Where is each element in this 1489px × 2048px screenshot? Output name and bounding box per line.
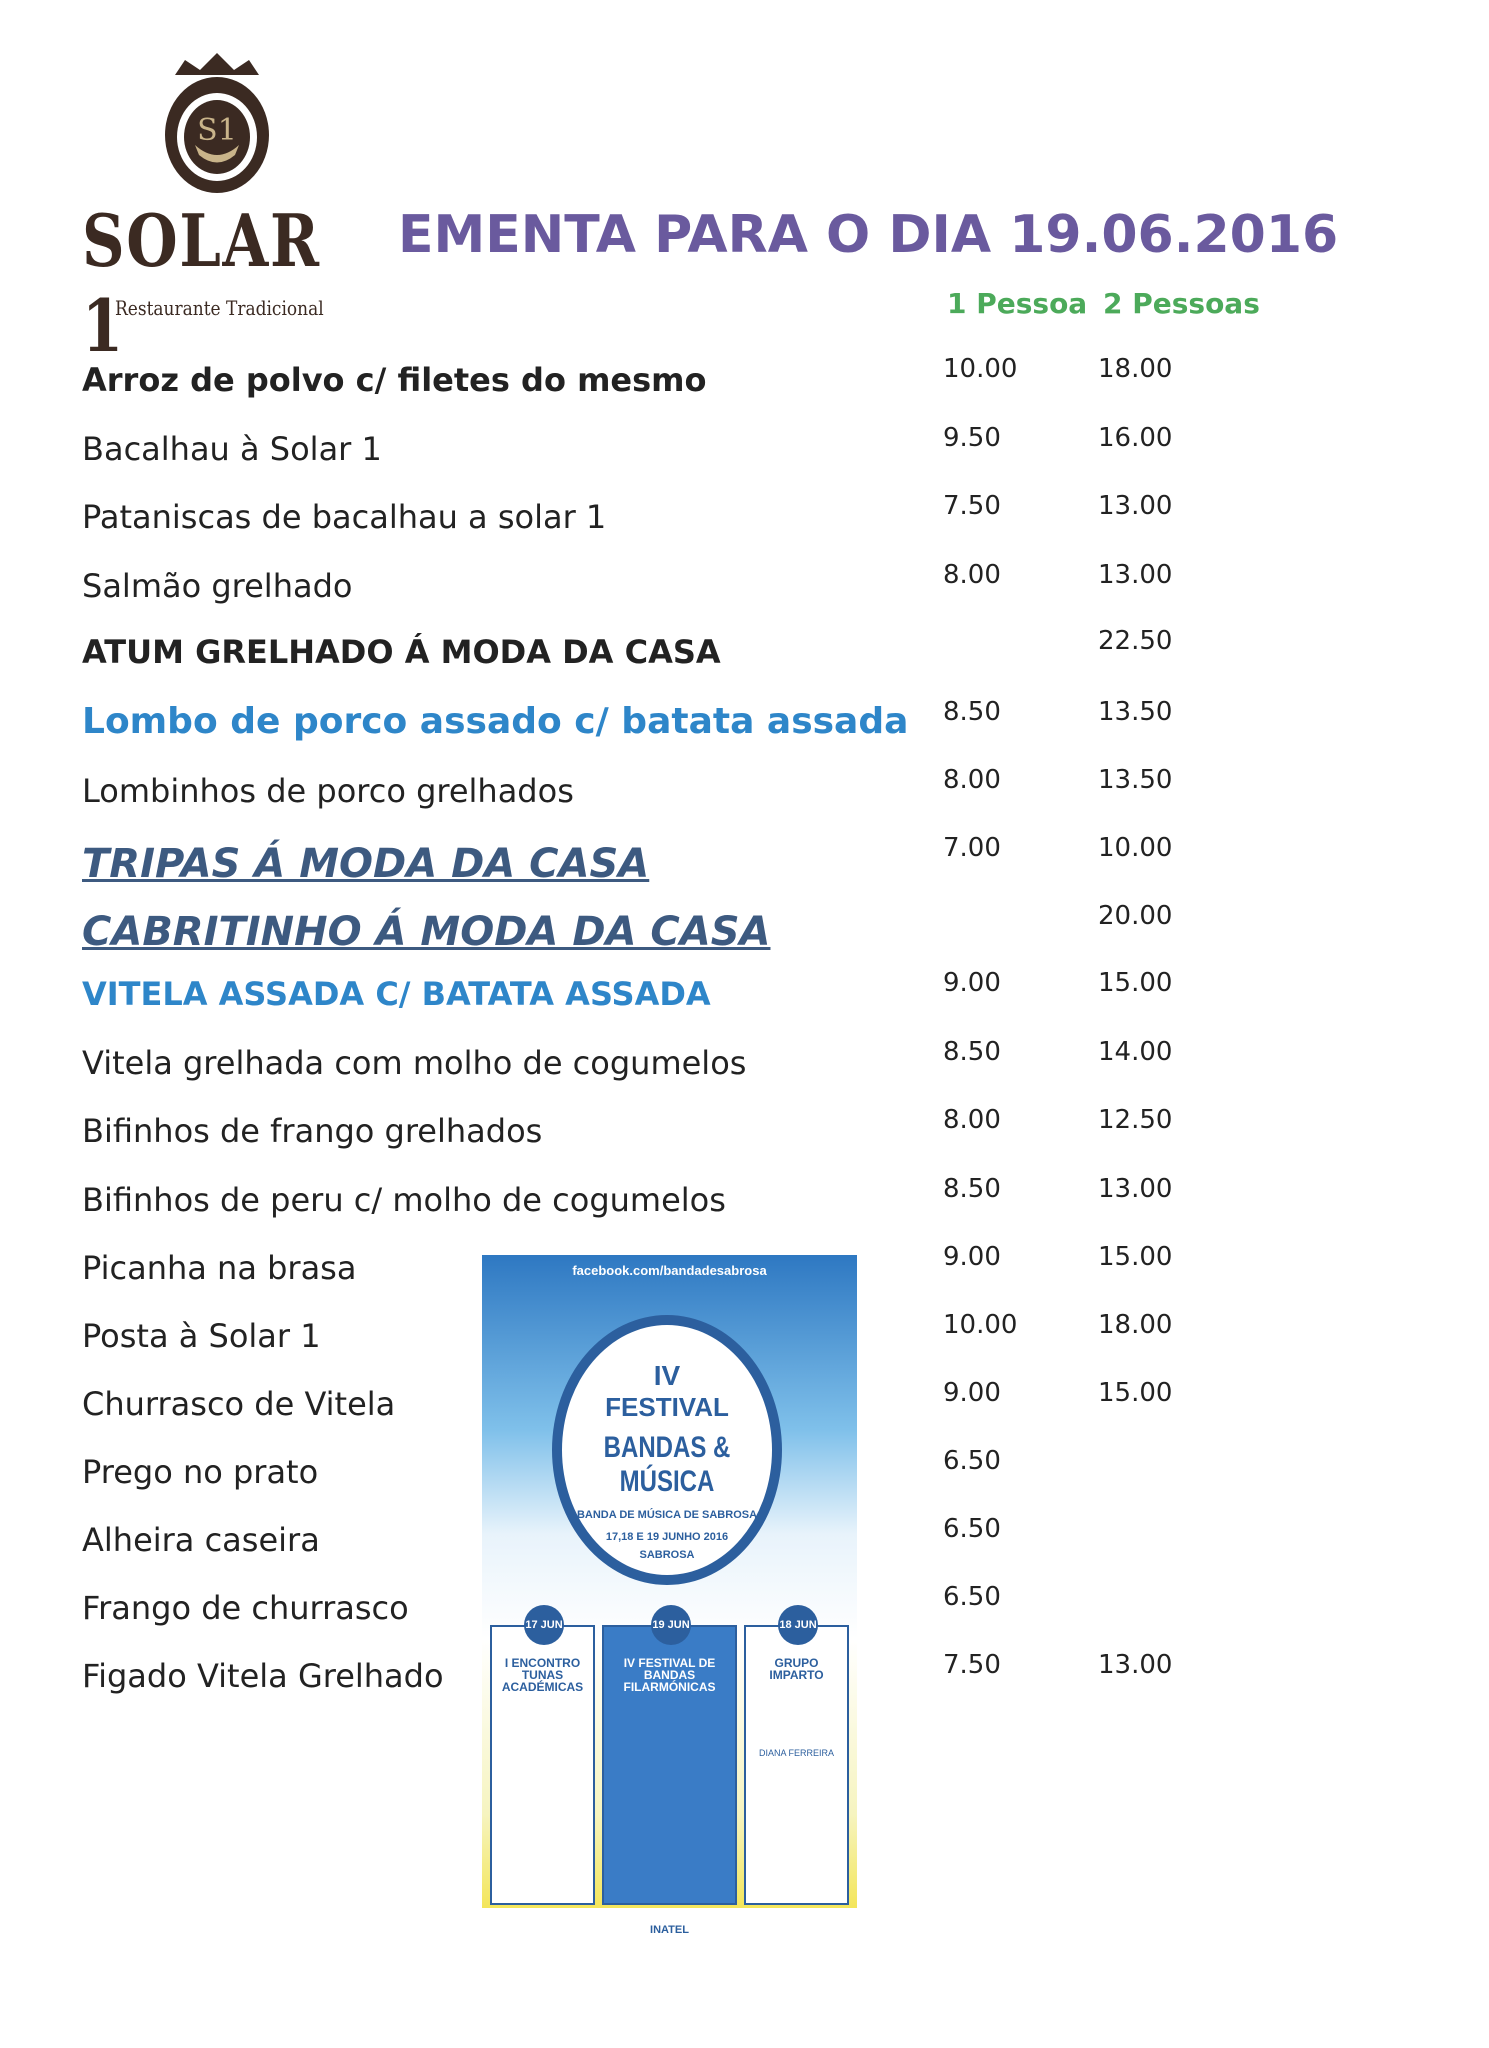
menu-row [0,611,1489,671]
poster-day-badge: 17 JUN [524,1605,564,1645]
dish-name: Bifinhos de peru c/ molho de cogumelos [82,1181,726,1219]
poster-day-left [490,1619,595,1905]
menu-row [0,476,1489,536]
price-one-person: 8.50 [943,1037,1001,1067]
price-one-person: 7.50 [943,1650,1001,1680]
poster-place: SABROSA [639,1549,695,1561]
dish-name: Prego no prato [82,1453,319,1491]
poster-day-mid [602,1619,737,1905]
dish-name: ATUM GRELHADO Á MODA DA CASA [82,633,721,671]
menu-title: EMENTA PARA O DIA 19.06.2016 [398,205,1339,265]
price-one-person: 8.50 [943,1174,1001,1204]
poster-day-badge: 19 JUN [651,1605,691,1645]
price-one-person: 9.50 [943,423,1001,453]
column-header-one-person: 1 Pessoa [947,287,1088,320]
price-two-persons: 13.50 [1098,697,1173,727]
dish-name: Vitela grelhada com molho de cogumelos [82,1044,747,1082]
menu-row [0,1159,1489,1219]
menu-row [0,545,1489,605]
dish-name: VITELA ASSADA C/ BATATA ASSADA [82,975,711,1013]
price-two-persons: 20.00 [1098,901,1173,931]
price-one-person: 6.50 [943,1582,1001,1612]
dish-name: Bifinhos de frango grelhados [82,1112,543,1150]
price-one-person: 8.00 [943,560,1001,590]
dish-name: Salmão grelhado [82,567,353,605]
menu-row [0,339,1489,399]
poster-right-title: GRUPO IMPARTO [769,1656,824,1682]
price-two-persons: 12.50 [1098,1105,1173,1135]
poster-dates: 17,18 E 19 JUNHO 2016 [605,1531,729,1543]
price-two-persons: 15.00 [1098,1242,1173,1272]
price-two-persons: 10.00 [1098,833,1173,863]
price-one-person: 7.50 [943,491,1001,521]
price-one-person: 7.00 [943,833,1001,863]
menu-row [0,827,1489,887]
menu-row [0,1022,1489,1082]
poster-day-right [744,1619,849,1905]
price-one-person: 9.00 [943,1242,1001,1272]
poster-emblem [552,1315,782,1585]
price-two-persons: 13.00 [1098,1650,1173,1680]
menu-row [0,682,1489,742]
brand-name: SOLAR 1 [82,198,321,368]
poster-headline: BANDAS & MÚSICA [603,1431,731,1498]
price-two-persons: 18.00 [1098,354,1173,384]
price-two-persons: 13.00 [1098,560,1173,590]
dish-name: Churrasco de Vitela [82,1385,396,1423]
dish-name: Frango de churrasco [82,1589,409,1627]
dish-name: Lombinhos de porco grelhados [82,772,574,810]
dish-name: Bacalhau à Solar 1 [82,430,382,468]
price-one-person: 10.00 [943,354,1018,384]
poster-sponsor: INATEL [482,1908,857,1953]
price-two-persons: 22.50 [1098,626,1173,656]
price-one-person: 8.00 [943,765,1001,795]
poster-mid-title: IV FESTIVAL DE BANDAS FILARMÓNICAS [623,1656,716,1694]
dish-name: Picanha na brasa [82,1249,357,1287]
price-one-person: 10.00 [943,1310,1018,1340]
menu-row [0,750,1489,810]
menu-row [0,408,1489,468]
logo-mark: S1 [197,113,237,148]
dish-name: Lombo de porco assado c/ batata assada [82,701,909,742]
column-header-two-persons: 2 Pessoas [1103,287,1260,320]
dish-name: Figado Vitela Grelhado [82,1657,444,1695]
festival-poster [482,1255,857,1953]
brand-subtitle: Restaurante Tradicional [115,296,324,320]
price-one-person: 9.00 [943,968,1001,998]
dish-name: Pataniscas de bacalhau a solar 1 [82,498,607,536]
dish-name: Arroz de polvo c/ filetes do mesmo [82,361,707,399]
dish-name: TRIPAS Á MODA DA CASA [82,841,650,887]
price-two-persons: 14.00 [1098,1037,1173,1067]
price-one-person: 6.50 [943,1514,1001,1544]
poster-day-badge: 18 JUN [778,1605,818,1645]
poster-edition: IV [653,1360,681,1391]
price-two-persons: 15.00 [1098,1378,1173,1408]
price-one-person: 8.50 [943,697,1001,727]
price-two-persons: 16.00 [1098,423,1173,453]
poster-organizer: BANDA DE MÚSICA DE SABROSA [576,1509,758,1521]
poster-festival: FESTIVAL [605,1392,729,1422]
price-one-person: 8.00 [943,1105,1001,1135]
dish-name: Posta à Solar 1 [82,1317,321,1355]
poster-right-sub: DIANA FERREIRA [758,1748,834,1758]
menu-row [0,895,1489,955]
poster-left-title: I ENCONTRO TUNAS ACADÉMICAS [501,1656,584,1694]
price-two-persons: 13.00 [1098,491,1173,521]
poster-facebook: facebook.com/bandadesabrosa [572,1263,767,1278]
menu-row [0,1090,1489,1150]
price-two-persons: 18.00 [1098,1310,1173,1340]
dish-name: CABRITINHO Á MODA DA CASA [82,909,771,955]
menu-row [0,953,1489,1013]
price-two-persons: 13.50 [1098,765,1173,795]
price-two-persons: 13.00 [1098,1174,1173,1204]
price-one-person: 6.50 [943,1446,1001,1476]
price-one-person: 9.00 [943,1378,1001,1408]
price-two-persons: 15.00 [1098,968,1173,998]
dish-name: Alheira caseira [82,1521,320,1559]
